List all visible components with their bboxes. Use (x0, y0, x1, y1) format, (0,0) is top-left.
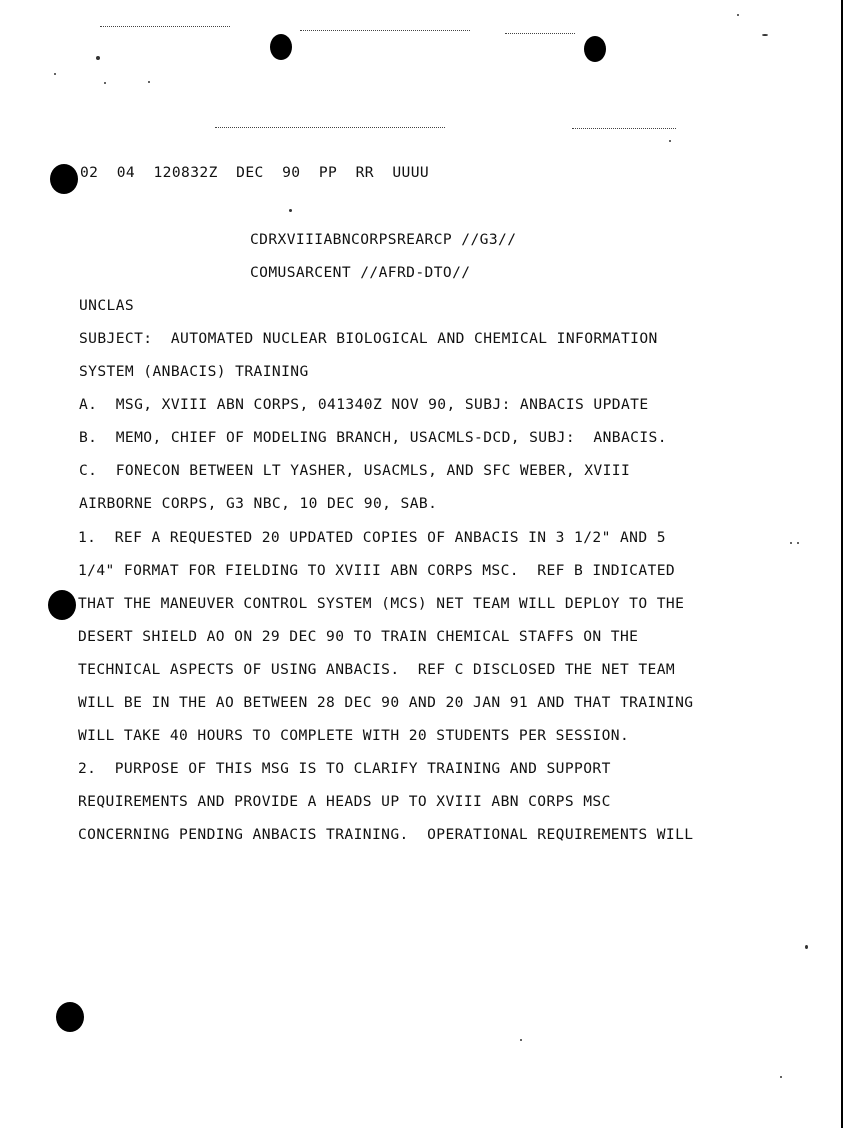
body-line: TECHNICAL ASPECTS OF USING ANBACIS. REF C DISCLOSED THE NET TEAM (78, 661, 676, 678)
body-line: 1/4" FORMAT FOR FIELDING TO XVIII ABN CORPS MSC. REF B INDICATED (78, 562, 676, 579)
punch-hole-bottom (56, 1002, 84, 1032)
speck (148, 81, 150, 83)
faded-header-row (100, 26, 230, 27)
to-line: COMUSARCENT //AFRD-DTO// (250, 264, 471, 281)
subject-line: SYSTEM (ANBACIS) TRAINING (79, 363, 309, 380)
punch-hole-top-left (270, 34, 292, 60)
reference-line: C. FONECON BETWEEN LT YASHER, USACMLS, AND SFC WEBER, XVIII (79, 462, 631, 479)
punch-hole-top-right (584, 36, 606, 62)
speck (669, 140, 671, 142)
body-line: THAT THE MANEUVER CONTROL SYSTEM (MCS) NET TEAM WILL DEPLOY TO THE (78, 595, 685, 612)
speck (54, 73, 56, 75)
speck (762, 34, 768, 36)
punch-hole-middle (48, 590, 76, 620)
speck (805, 945, 808, 949)
body-line: WILL TAKE 40 HOURS TO COMPLETE WITH 20 STUDENTS PER SESSION. (78, 727, 630, 744)
speck (790, 542, 792, 544)
body-line: WILL BE IN THE AO BETWEEN 28 DEC 90 AND 20 JAN 91 AND THAT TRAINING (78, 694, 694, 711)
speck (780, 1076, 782, 1078)
date-time-group: 02 04 120832Z DEC 90 PP RR UUUU (80, 164, 430, 181)
body-line: 2. PURPOSE OF THIS MSG IS TO CLARIFY TRAINING AND SUPPORT (78, 760, 611, 777)
speck (96, 56, 100, 60)
faded-header-row (215, 127, 445, 128)
reference-line: A. MSG, XVIII ABN CORPS, 041340Z NOV 90, SUBJ: ANBACIS UPDATE (79, 396, 649, 413)
from-line: CDRXVIIIABNCORPSREARCP //G3// (250, 231, 517, 248)
reference-line: AIRBORNE CORPS, G3 NBC, 10 DEC 90, SAB. (79, 495, 438, 512)
body-line: 1. REF A REQUESTED 20 UPDATED COPIES OF ANBACIS IN 3 1/2" AND 5 (78, 529, 666, 546)
faded-header-row (505, 33, 575, 34)
faded-header-row (300, 30, 470, 31)
speck (737, 14, 739, 16)
body-line: DESERT SHIELD AO ON 29 DEC 90 TO TRAIN CHEMICAL STAFFS ON THE (78, 628, 639, 645)
body-line: REQUIREMENTS AND PROVIDE A HEADS UP TO XVIII ABN CORPS MSC (78, 793, 611, 810)
reference-line: B. MEMO, CHIEF OF MODELING BRANCH, USACMLS-DCD, SUBJ: ANBACIS. (79, 429, 667, 446)
subject-line: SUBJECT: AUTOMATED NUCLEAR BIOLOGICAL AND CHEMICAL INFORMATION (79, 330, 658, 347)
punch-hole-header (50, 164, 78, 194)
speck (797, 542, 799, 544)
speck (289, 209, 292, 212)
scan-edge (841, 0, 843, 1128)
faded-header-row (572, 128, 676, 129)
classification: UNCLAS (79, 297, 135, 314)
body-line: CONCERNING PENDING ANBACIS TRAINING. OPERATIONAL REQUIREMENTS WILL (78, 826, 694, 843)
speck (520, 1039, 522, 1041)
speck (104, 82, 106, 84)
